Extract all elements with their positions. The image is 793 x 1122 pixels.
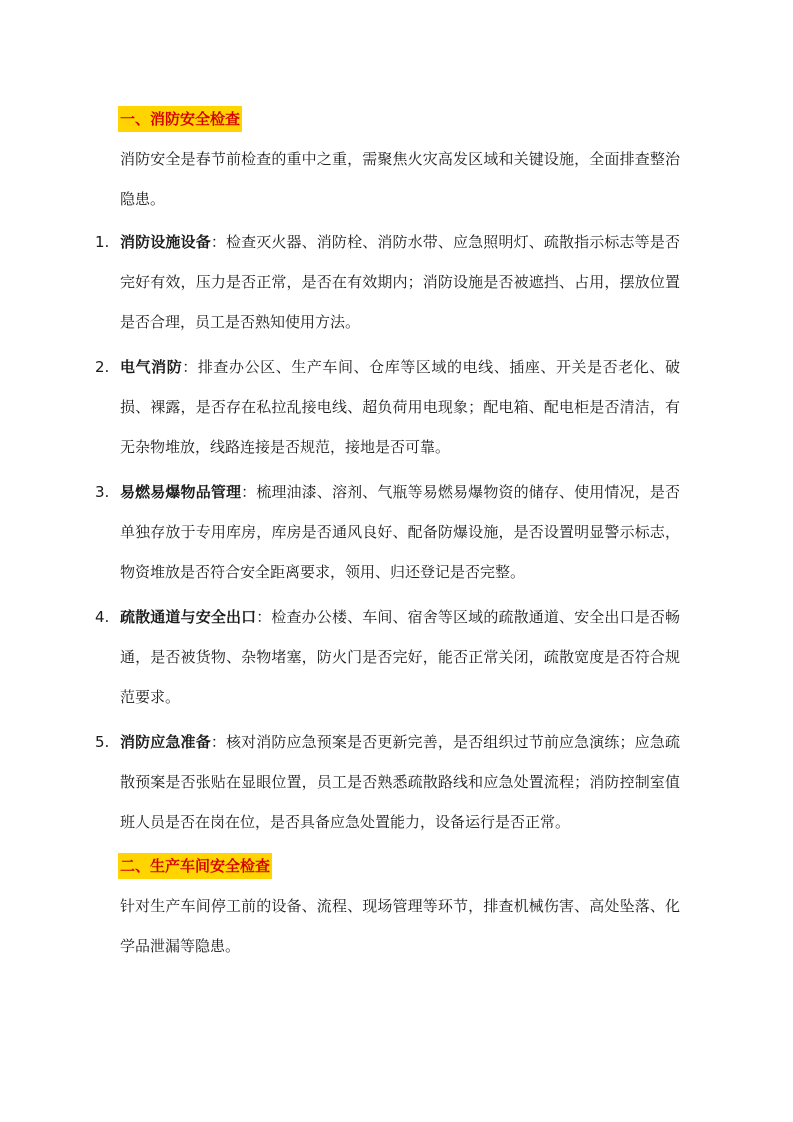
list-item-number: 2. xyxy=(95,358,110,376)
section-heading-workshop-safety: 二、生产车间安全检查 xyxy=(118,853,272,879)
list-item-title: 疏散通道与安全出口 xyxy=(120,608,257,626)
list-item-number: 1. xyxy=(95,233,110,251)
list-item xyxy=(95,222,680,342)
list-item-body: 排查办公区、生产车间、仓库等区域的电线、插座、开关是否老化、破损、裸露，是否存在私拉乱接电线、超负荷用电现象；配电箱、配电柜是否清洁，有无杂物堆放，线路连接是否规范，接地是否可靠。 xyxy=(120,358,680,456)
list-item-title: 电气消防 xyxy=(120,358,183,376)
list-item-body: 检查灭火器、消防栓、消防水带、应急照明灯、疏散指示标志等是否完好有效，压力是否正常，是否在有效期内；消防设施是否被遮挡、占用，摆放位置是否合理，员工是否熟知使用方法。 xyxy=(120,233,680,331)
list-item-separator: ： xyxy=(241,483,257,501)
section-intro-workshop-safety: 针对生产车间停工前的设备、流程、现场管理等环节，排查机械伤害、高处坠落、化学品泄漏等隐患。 xyxy=(120,897,680,955)
list-item-separator: ： xyxy=(210,233,226,251)
list-item-title: 消防设施设备 xyxy=(120,233,211,251)
list-item-text xyxy=(120,222,680,342)
list-item xyxy=(95,597,680,717)
list-item xyxy=(95,722,680,842)
list-item-number: 4. xyxy=(95,608,110,626)
list-item-title: 易燃易爆物品管理 xyxy=(120,483,242,501)
list-item xyxy=(95,347,680,467)
list-item-text xyxy=(120,347,680,467)
list-item-text xyxy=(120,722,680,842)
list-item-body: 检查办公楼、车间、宿舍等区域的疏散通道、安全出口是否畅通，是否被货物、杂物堵塞，防火门是否完好，能否正常关闭，疏散宽度是否符合规范要求。 xyxy=(120,608,680,706)
list-item-text xyxy=(120,597,680,717)
list-item-text xyxy=(120,472,680,592)
list-item-separator: ： xyxy=(256,608,272,626)
list-item-title: 消防应急准备 xyxy=(120,733,211,751)
section-intro-fire-safety: 消防安全是春节前检查的重中之重，需聚焦火灾高发区域和关键设施，全面排查整治隐患。 xyxy=(120,150,680,208)
list-item-number: 3. xyxy=(95,483,110,501)
list-item xyxy=(95,472,680,592)
list-item-separator: ： xyxy=(182,358,198,376)
section-heading-fire-safety: 一、消防安全检查 xyxy=(118,106,242,132)
list-item-separator: ： xyxy=(210,733,226,751)
list-item-body: 梳理油漆、溶剂、气瓶等易燃易爆物资的储存、使用情况，是否单独存放于专用库房，库房是否通风良好、配备防爆设施，是否设置明显警示标志，物资堆放是否符合安全距离要求，领用、归还登记是否完整。 xyxy=(120,483,680,581)
list-item-number: 5. xyxy=(95,733,110,751)
list-item-body: 核对消防应急预案是否更新完善，是否组织过节前应急演练；应急疏散预案是否张贴在显眼位置，员工是否熟悉疏散路线和应急处置流程；消防控制室值班人员是否在岗在位，是否具备应急处置能力，设备运行是否正常。 xyxy=(120,733,680,831)
